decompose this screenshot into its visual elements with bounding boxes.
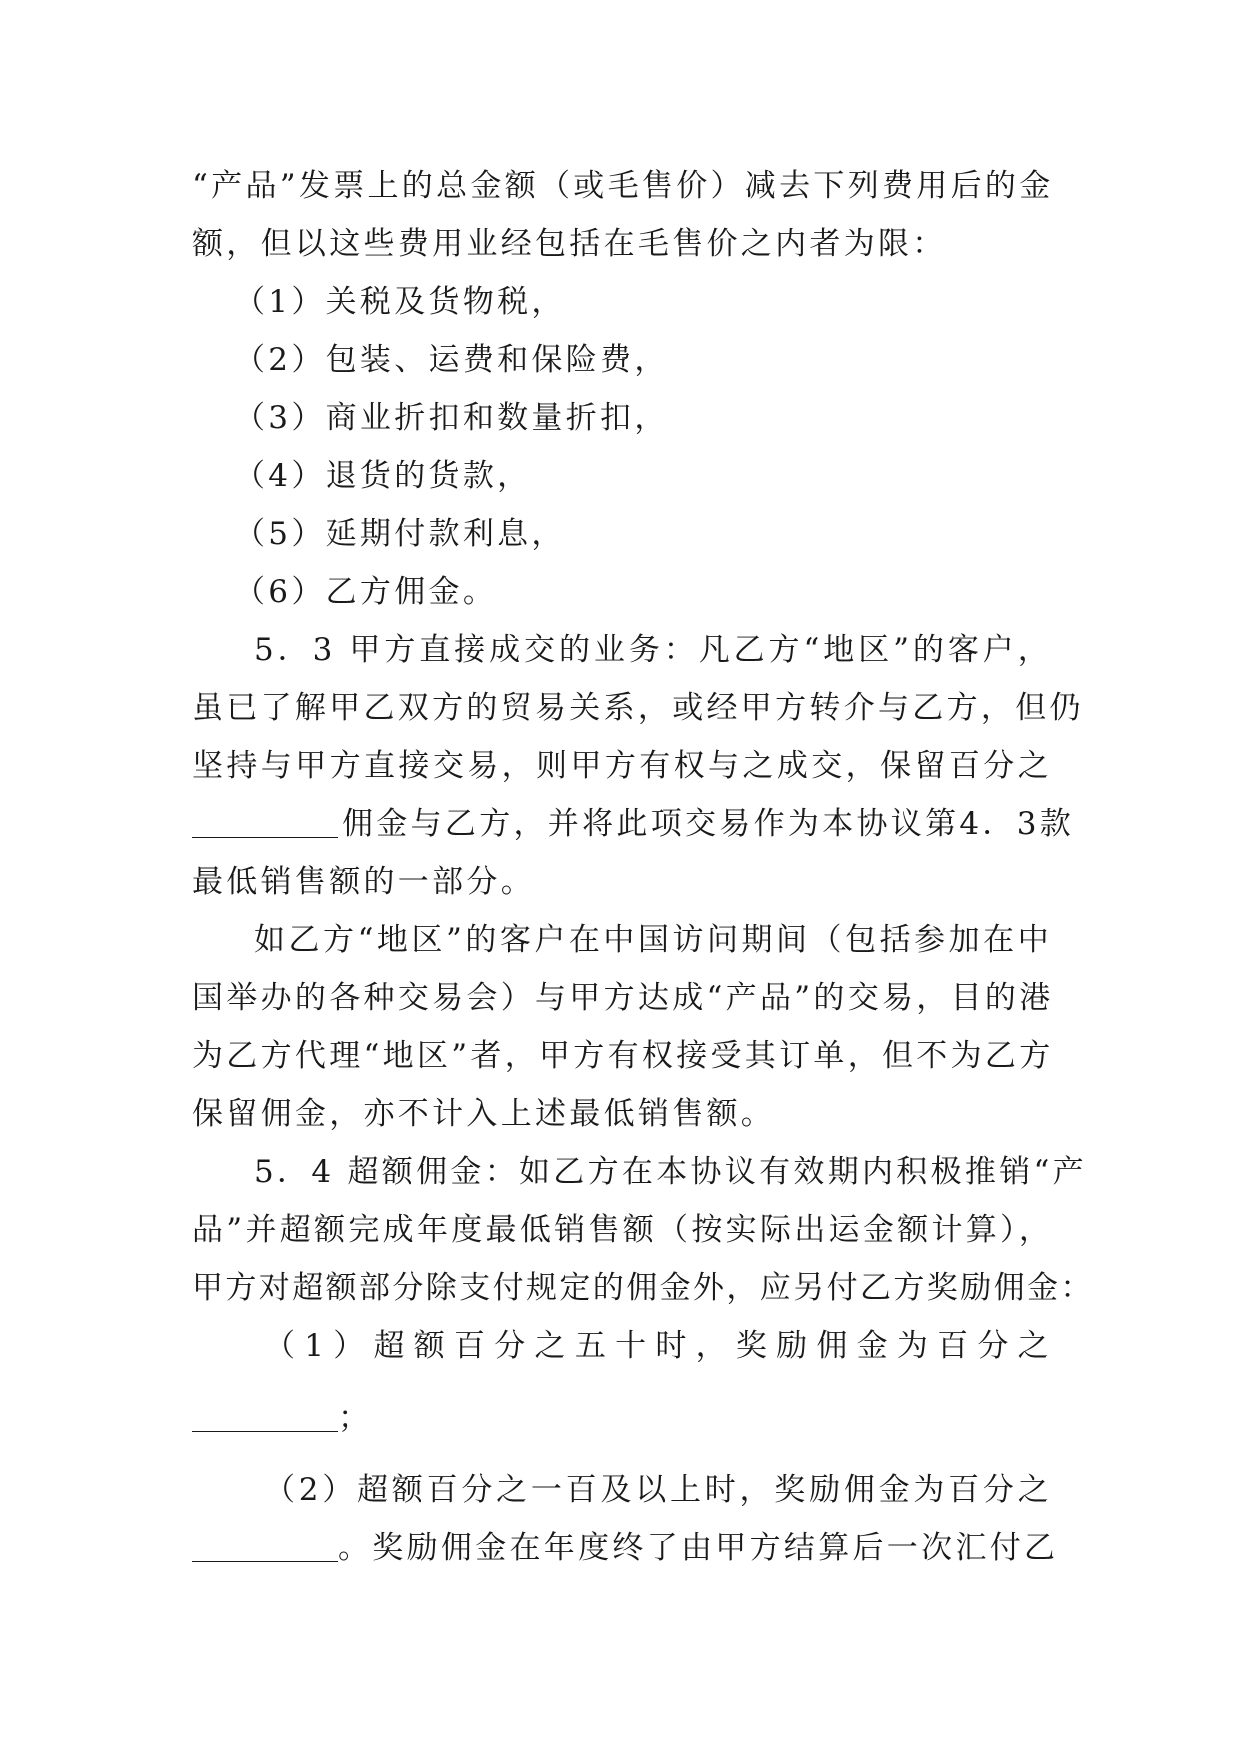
list-item: （6）乙方佣金。 bbox=[234, 574, 498, 610]
list-item: （2）超额百分之一百及以上时，奖励佣金为百分之 bbox=[264, 1472, 1052, 1508]
text-line: 坚持与甲方直接交易，则甲方有权与之成交，保留百分之 bbox=[192, 748, 1052, 784]
list-item: （3）商业折扣和数量折扣， bbox=[234, 400, 669, 436]
fill-blank bbox=[192, 795, 342, 853]
section-heading-5-3: 5．3 甲方直接成交的业务：凡乙方“地区”的客户， bbox=[254, 632, 1052, 668]
text-line: 如乙方“地区”的客户在中国访问期间（包括参加在中 bbox=[254, 922, 1052, 958]
text-line: 最低销售额的一部分。 bbox=[192, 864, 535, 900]
fill-blank bbox=[192, 1519, 342, 1577]
list-item: （2）包装、运费和保险费， bbox=[234, 342, 669, 378]
text-line: 额，但以这些费用业经包括在毛售价之内者为限： bbox=[192, 226, 947, 262]
text-line: “产品”发票上的总金额（或毛售价）减去下列费用后的金 bbox=[192, 168, 1054, 204]
text-line: 虽已了解甲乙双方的贸易关系，或经甲方转介与乙方，但仍 bbox=[192, 690, 1084, 726]
text-line: 。奖励佣金在年度终了由甲方结算后一次汇付乙 bbox=[338, 1530, 1059, 1566]
text-line: ； bbox=[338, 1400, 373, 1436]
text-line: 为乙方代理“地区”者，甲方有权接受其订单，但不为乙方 bbox=[192, 1038, 1054, 1074]
list-item: （4）退货的货款， bbox=[234, 458, 532, 494]
text-line: 国举办的各种交易会）与甲方达成“产品”的交易，目的港 bbox=[192, 980, 1054, 1016]
section-heading-5-4: 5．4 超额佣金：如乙方在本协议有效期内积极推销“产 bbox=[254, 1154, 1087, 1190]
list-item: （1）关税及货物税， bbox=[234, 284, 566, 320]
text-line: 甲方对超额部分除支付规定的佣金外，应另付乙方奖励佣金： bbox=[192, 1270, 1094, 1306]
text-line: 佣金与乙方，并将此项交易作为本协议第4．3款 bbox=[342, 806, 1075, 842]
list-item: （1）超额百分之五十时，奖励佣金为百分之 bbox=[264, 1328, 1052, 1364]
fill-blank bbox=[192, 1389, 342, 1447]
text-line: 保留佣金，亦不计入上述最低销售额。 bbox=[192, 1096, 776, 1132]
list-item: （5）延期付款利息， bbox=[234, 516, 566, 552]
text-line: 品”并超额完成年度最低销售额（按实际出运金额计算）， bbox=[192, 1212, 1054, 1248]
